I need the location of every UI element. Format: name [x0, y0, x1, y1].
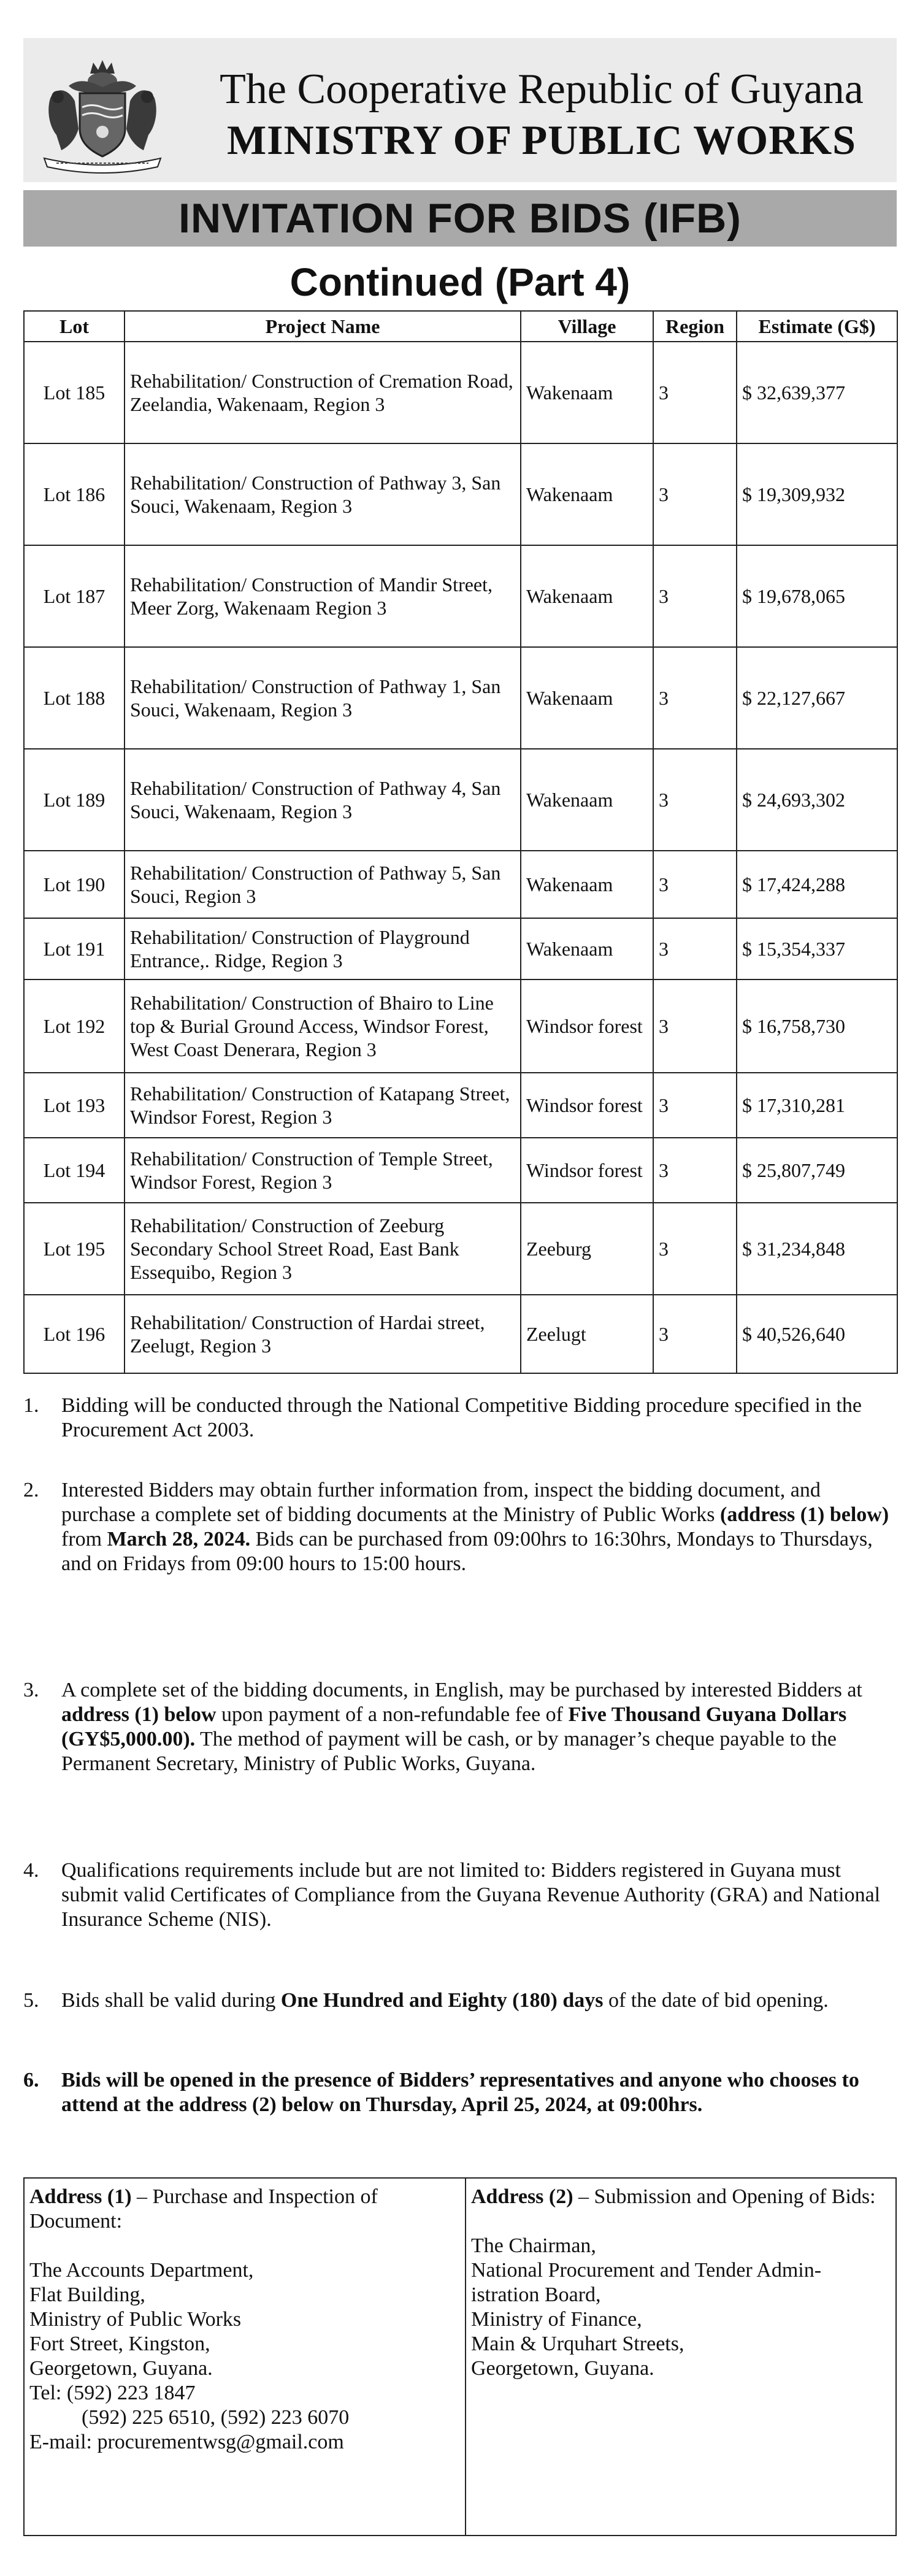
- note-number: 5.: [23, 1989, 39, 2012]
- estimate-cell: $ 15,354,337: [737, 918, 897, 979]
- region-cell: 3: [653, 918, 737, 979]
- estimate-cell: $ 19,678,065: [737, 545, 897, 647]
- phone-line: Tel: (592) 223 1847: [29, 2382, 196, 2404]
- project-cell: Rehabilitation/ Construction of Bhairo to Line top & Burial Ground Access, Windsor Forest, West Coast Denerara, Region 3: [125, 979, 521, 1073]
- address-line: The Accounts Department,: [29, 2259, 254, 2282]
- header-region: Region: [653, 311, 737, 342]
- note-text: Qualifications requirements include but are not limited to: Bidders registered in Guyana must submit valid Certificates of Compliance from the Guyana Revenue Authority (GRA) and National Insurance Scheme (NIS).: [61, 1859, 881, 1931]
- region-cell: 3: [653, 1295, 737, 1373]
- estimate-cell: $ 40,526,640: [737, 1295, 897, 1373]
- address-line: Flat Building,: [29, 2283, 145, 2306]
- note-1: [23, 1393, 897, 1443]
- region-cell: 3: [653, 443, 737, 545]
- project-cell: Rehabilitation/ Construction of Pathway 3, San Souci, Wakenaam, Region 3: [125, 443, 521, 545]
- note-2: [23, 1478, 897, 1576]
- lot-cell: Lot 192: [24, 979, 125, 1073]
- note-text: Bids shall be valid during One Hundred and Eighty (180) days of the date of bid opening.: [61, 1989, 829, 2012]
- address-1-title: Address (1) – Purchase and Inspection of Document:: [29, 2185, 378, 2233]
- lots-table: [23, 310, 898, 1374]
- estimate-cell: $ 19,309,932: [737, 443, 897, 545]
- coat-of-arms-icon: [32, 49, 173, 175]
- note-text: Bids will be opened in the presence of Bidders’ representatives and anyone who chooses to attend at the address (2) below on Thursday, April 25, 2024, at 09:00hrs.: [61, 2069, 859, 2116]
- table-row: [24, 647, 897, 749]
- header-banner: [23, 38, 897, 182]
- header-project-name: Project Name: [125, 311, 521, 342]
- village-cell: Windsor forest: [521, 979, 653, 1073]
- table-row: [24, 443, 897, 545]
- project-cell: Rehabilitation/ Construction of Hardai street, Zeelugt, Region 3: [125, 1295, 521, 1373]
- address-box: [23, 2177, 897, 2536]
- village-cell: Windsor forest: [521, 1138, 653, 1203]
- lot-cell: Lot 185: [24, 342, 125, 443]
- region-cell: 3: [653, 342, 737, 443]
- address-line: istration Board,: [471, 2283, 601, 2306]
- note-text: A complete set of the bidding documents, in English, may be purchased by interested Bidders at address (1) below upon payment of a non-refundable fee of Five Thousand Guyana Dollars (GY$5,000.00). The method of payment will be cash, or by manager’s cheque payable to the Permanent Secretary, Ministry of Public Works, Guyana.: [61, 1679, 862, 1775]
- country-name: The Cooperative Republic of Guyana: [220, 66, 864, 113]
- estimate-cell: $ 16,758,730: [737, 979, 897, 1073]
- address-line: National Procurement and Tender Admin-: [471, 2259, 822, 2282]
- ifb-title: INVITATION FOR BIDS (IFB): [23, 190, 897, 247]
- project-cell: Rehabilitation/ Construction of Temple Street, Windsor Forest, Region 3: [125, 1138, 521, 1203]
- region-cell: 3: [653, 979, 737, 1073]
- region-cell: 3: [653, 545, 737, 647]
- village-cell: Wakenaam: [521, 647, 653, 749]
- address-2-title: Address (2) – Submission and Opening of Bids:: [471, 2185, 876, 2208]
- address-line: Ministry of Finance,: [471, 2308, 642, 2331]
- lot-cell: Lot 196: [24, 1295, 125, 1373]
- lot-cell: Lot 188: [24, 647, 125, 749]
- lot-cell: Lot 190: [24, 851, 125, 918]
- region-cell: 3: [653, 1203, 737, 1295]
- note-number: 1.: [23, 1394, 39, 1417]
- email-line: E-mail: procurementwsg@gmail.com: [29, 2431, 344, 2453]
- header-estimate: Estimate (G$): [737, 311, 897, 342]
- project-cell: Rehabilitation/ Construction of Pathway 5, San Souci, Region 3: [125, 851, 521, 918]
- project-cell: Rehabilitation/ Construction of Playground Entrance,. Ridge, Region 3: [125, 918, 521, 979]
- lot-cell: Lot 189: [24, 749, 125, 851]
- village-cell: Wakenaam: [521, 545, 653, 647]
- estimate-cell: $ 22,127,667: [737, 647, 897, 749]
- village-cell: Wakenaam: [521, 749, 653, 851]
- estimate-cell: $ 31,234,848: [737, 1203, 897, 1295]
- note-number: 4.: [23, 1859, 39, 1882]
- table-row: [24, 545, 897, 647]
- estimate-cell: $ 17,424,288: [737, 851, 897, 918]
- table-row: [24, 1138, 897, 1203]
- village-cell: Wakenaam: [521, 342, 653, 443]
- village-cell: Windsor forest: [521, 1073, 653, 1138]
- lot-cell: Lot 195: [24, 1203, 125, 1295]
- address-line: Main & Urquhart Streets,: [471, 2333, 684, 2355]
- project-cell: Rehabilitation/ Construction of Cremation Road, Zeelandia, Wakenaam, Region 3: [125, 342, 521, 443]
- estimate-cell: $ 17,310,281: [737, 1073, 897, 1138]
- estimate-cell: $ 24,693,302: [737, 749, 897, 851]
- phone-line: (592) 225 6510, (592) 223 6070: [82, 2406, 350, 2429]
- note-text: Bidding will be conducted through the National Competitive Bidding procedure specified in the Procurement Act 2003.: [61, 1394, 862, 1441]
- project-cell: Rehabilitation/ Construction of Zeeburg Secondary School Street Road, East Bank Essequibo, Region 3: [125, 1203, 521, 1295]
- village-cell: Zeeburg: [521, 1203, 653, 1295]
- table-row: [24, 749, 897, 851]
- address-1: [25, 2179, 466, 2535]
- project-cell: Rehabilitation/ Construction of Pathway 4, San Souci, Wakenaam, Region 3: [125, 749, 521, 851]
- note-6: [23, 2068, 897, 2117]
- lot-cell: Lot 186: [24, 443, 125, 545]
- region-cell: 3: [653, 749, 737, 851]
- table-row: [24, 1295, 897, 1373]
- estimate-cell: $ 25,807,749: [737, 1138, 897, 1203]
- address-line: Ministry of Public Works: [29, 2308, 242, 2331]
- region-cell: 3: [653, 647, 737, 749]
- village-cell: Wakenaam: [521, 851, 653, 918]
- village-cell: Zeelugt: [521, 1295, 653, 1373]
- page-subtitle: Continued (Part 4): [289, 260, 631, 304]
- project-cell: Rehabilitation/ Construction of Katapang Street, Windsor Forest, Region 3: [125, 1073, 521, 1138]
- header-village: Village: [521, 311, 653, 342]
- address-line: Georgetown, Guyana.: [471, 2357, 654, 2380]
- address-2: [466, 2179, 895, 2535]
- project-cell: Rehabilitation/ Construction of Pathway 1, San Souci, Wakenaam, Region 3: [125, 647, 521, 749]
- lot-cell: Lot 193: [24, 1073, 125, 1138]
- note-number: 6.: [23, 2069, 39, 2091]
- table-header-row: [24, 311, 897, 342]
- region-cell: 3: [653, 1138, 737, 1203]
- lot-cell: Lot 191: [24, 918, 125, 979]
- table-row: [24, 851, 897, 918]
- table-row: [24, 979, 897, 1073]
- village-cell: Wakenaam: [521, 918, 653, 979]
- village-cell: Wakenaam: [521, 443, 653, 545]
- lot-cell: Lot 194: [24, 1138, 125, 1203]
- note-5: [23, 1988, 897, 2013]
- region-cell: 3: [653, 1073, 737, 1138]
- header-lot: Lot: [24, 311, 125, 342]
- region-cell: 3: [653, 851, 737, 918]
- note-number: 3.: [23, 1679, 39, 1701]
- table-row: [24, 342, 897, 443]
- lot-cell: Lot 187: [24, 545, 125, 647]
- table-row: [24, 918, 897, 979]
- estimate-cell: $ 32,639,377: [737, 342, 897, 443]
- table-row: [24, 1073, 897, 1138]
- table-row: [24, 1203, 897, 1295]
- address-line: Georgetown, Guyana.: [29, 2357, 213, 2380]
- project-cell: Rehabilitation/ Construction of Mandir Street, Meer Zorg, Wakenaam Region 3: [125, 545, 521, 647]
- address-line: Fort Street, Kingston,: [29, 2333, 210, 2355]
- note-3: [23, 1678, 897, 1776]
- note-4: [23, 1858, 897, 1932]
- ministry-name: MINISTRY OF PUBLIC WORKS: [226, 117, 856, 163]
- note-number: 2.: [23, 1479, 39, 1501]
- note-text: Interested Bidders may obtain further information from, inspect the bidding document, and purchase a complete set of bidding documents at the Ministry of Public Works (address (1) below) from March 28, 2024. Bids can be purchased from 09:00hrs to 16:30hrs, Mondays to Thursdays, and on Fridays from 09:00 hours to 15:00 hours.: [61, 1479, 889, 1575]
- address-line: The Chairman,: [471, 2234, 596, 2257]
